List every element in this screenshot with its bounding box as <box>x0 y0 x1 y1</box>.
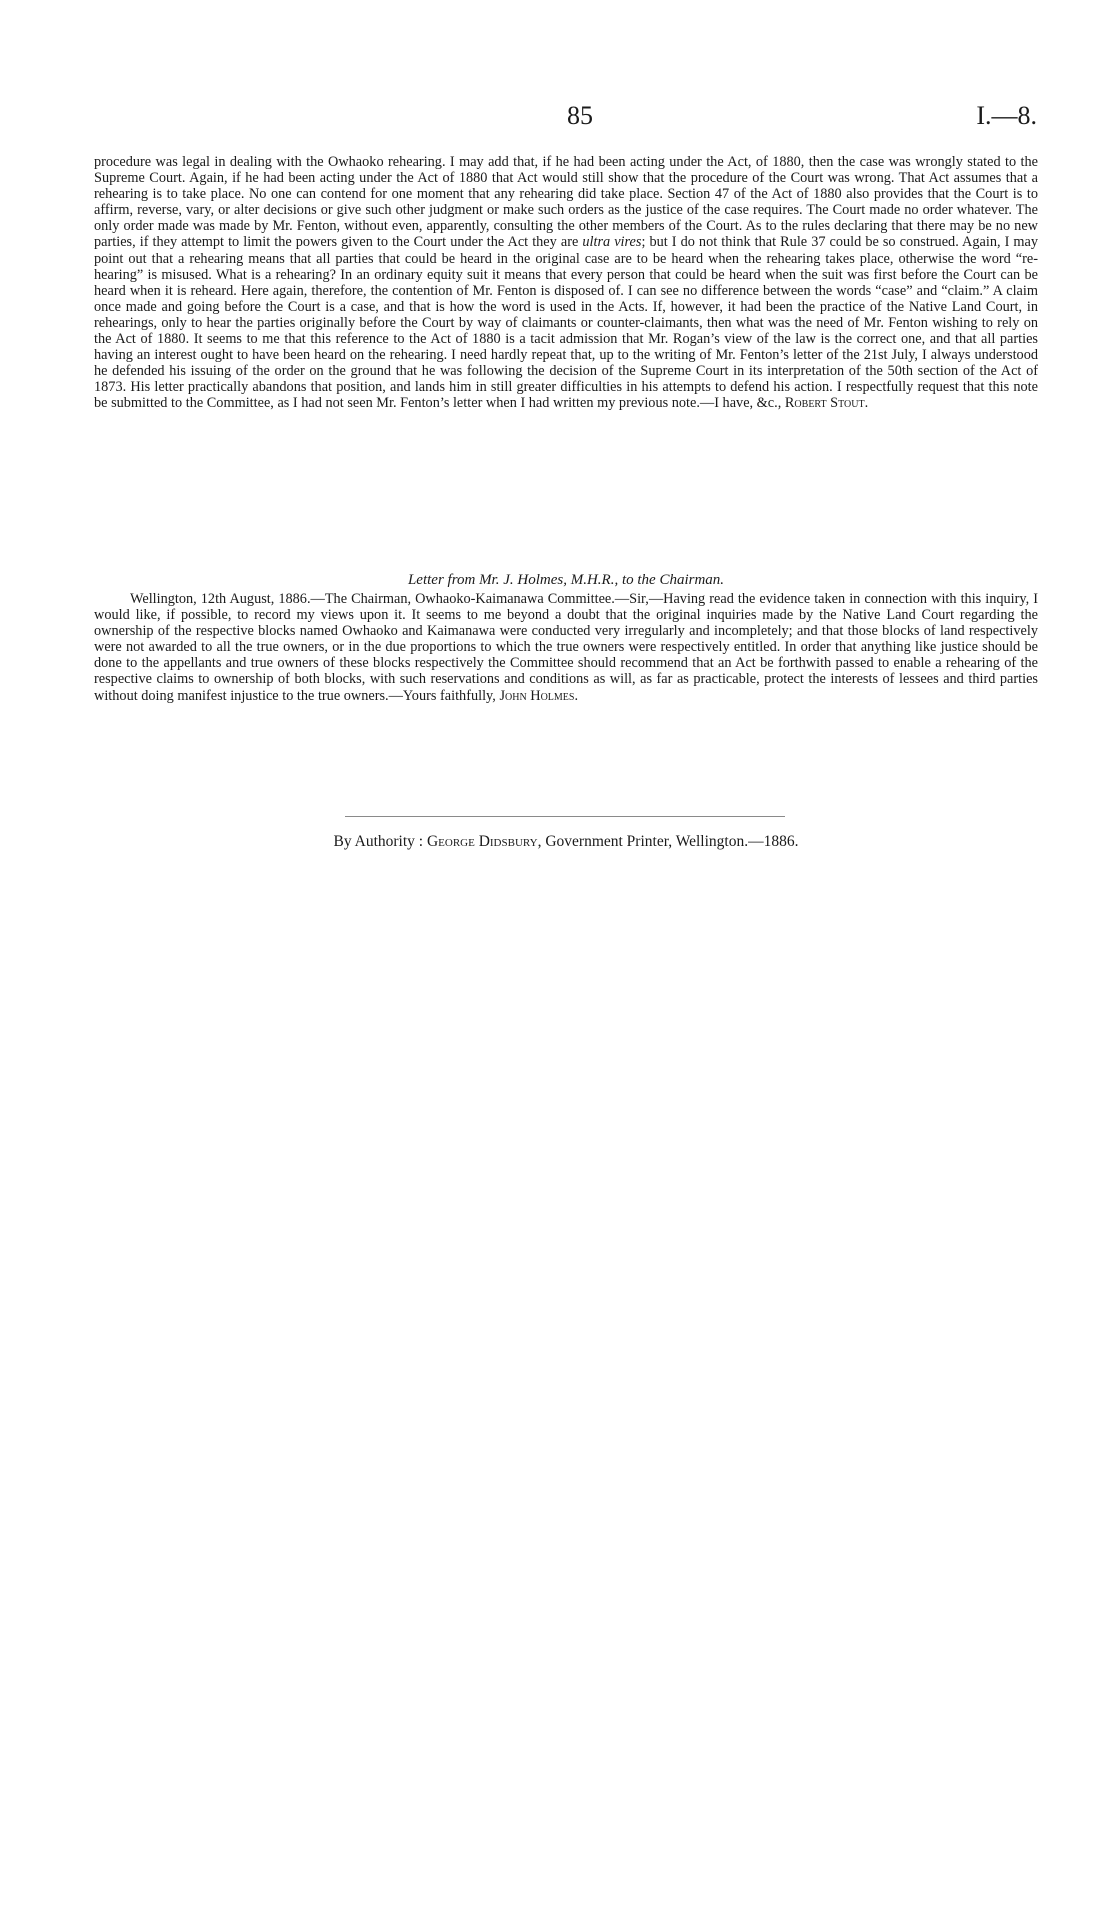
paragraph-text: procedure was legal in dealing with the Owhaoko rehearing. I may add that, if he had been acting under the Act, of 1880, then the case was wrongly stated to the Supreme Court. Again, if he had been acting under the Act of 1880 that Act would still show that the procedure of the Court was wrong. That Act assumes that a rehearing is to take place. No one can contend for one moment that any rehearing did take place. Section 47 of the Act of 1880 also provides that the Court is to affirm, reverse, vary, or alter decisions or give such other judgment or make such orders as the justice of the case requires. The Court made no order whatever. The only order made was made by Mr. Fenton, without even, apparently, consulting the other members of the Court. As to the rules declaring that there may be no new parties, if they attempt to limit the powers given to the Court under the Act they are <box>94 154 1038 251</box>
body-paragraph-stout <box>94 154 1038 412</box>
imprint-suffix: , Government Printer, Wellington.—1886. <box>537 833 799 850</box>
imprint-printer-name: George Didsbury <box>426 833 538 850</box>
printer-imprint <box>94 832 1038 852</box>
italic-phrase: ultra vires <box>582 234 642 251</box>
paragraph-text: ; but I do not think that Rule 37 could be so construed. Again, I may point out that a rehearing means that all parties that could be heard in the original case are to be heard when the rehearing takes place, otherwise the word “re-hearing” is misused. What is a rehearing? In an ordinary equity suit it means that every person that could be heard when the suit was first before the Court can be heard when it is reheard. Here again, therefore, the contention of Mr. Fenton is disposed of. I can see no difference between the words “case” and “claim.” A claim once made and going before the Court is a case, and that is how the word is used in the Acts. If, however, it had been the practice of the Native Land Court, in rehearings, only to hear the parties originally before the Court by way of claimants or counter-claimants, then what was the need of Mr. Fenton wishing to rely on the Act of 1880. It seems to me that this reference to the Act of 1880 is a tacit admission that Mr. Rogan’s view of the law is the correct one, and that all parties having an interest ought to have been heard on the rehearing. I need hardly repeat that, up to the writing of Mr. Fenton’s letter of the 21st July, I always understood he defended his issuing of the order on the ground that he was following the decision of the Supreme Court in its interpretation of the 50th section of the Act of 1873. His letter practically abandons that position, and lands him in still greater difficulties in his attempts to defend his action. I respectfully request that this note be submitted to the Committee, as I had not seen Mr. Fenton’s letter when I had written my previous note.—I have, &c., <box>94 234 1038 412</box>
page-number: 85 <box>567 101 593 130</box>
body-paragraph-holmes <box>94 591 1038 704</box>
imprint-divider <box>345 816 785 817</box>
signature-holmes: John Holmes. <box>499 687 579 704</box>
imprint-prefix: By Authority : <box>333 833 424 850</box>
paragraph-text: Wellington, 12th August, 1886.—The Chairman, Owhaoko-Kaimanawa Committee.—Sir,—Having read the evidence taken in connection with this inquiry, I would like, if possible, to record my views upon it. It seems to me beyond a doubt that the original inquiries made by the Native Land Court regarding the ownership of the respective blocks named Owhaoko and Kaimanawa were conducted very irregularly and incompletely; and that those blocks of land respectively were not awarded to all the true owners, or in the due proportions to which the true owners were respectively entitled. In order that anything like justice should be done to the appellants and true owners of these blocks respectively the Committee should recommend that an Act be forthwith passed to enable a rehearing of the respective claims to ownership of both blocks, with such reservations and conditions as will, as far as practicable, protect the interests of lessees and third parties without doing manifest injustice to the true owners.—Yours faithfully, <box>94 591 1038 704</box>
paper-reference: I.—8. <box>976 101 1037 130</box>
signature-stout: Robert Stout. <box>784 395 869 412</box>
letter-heading: Letter from Mr. J. Holmes, M.H.R., to the Chairman. <box>407 572 725 588</box>
